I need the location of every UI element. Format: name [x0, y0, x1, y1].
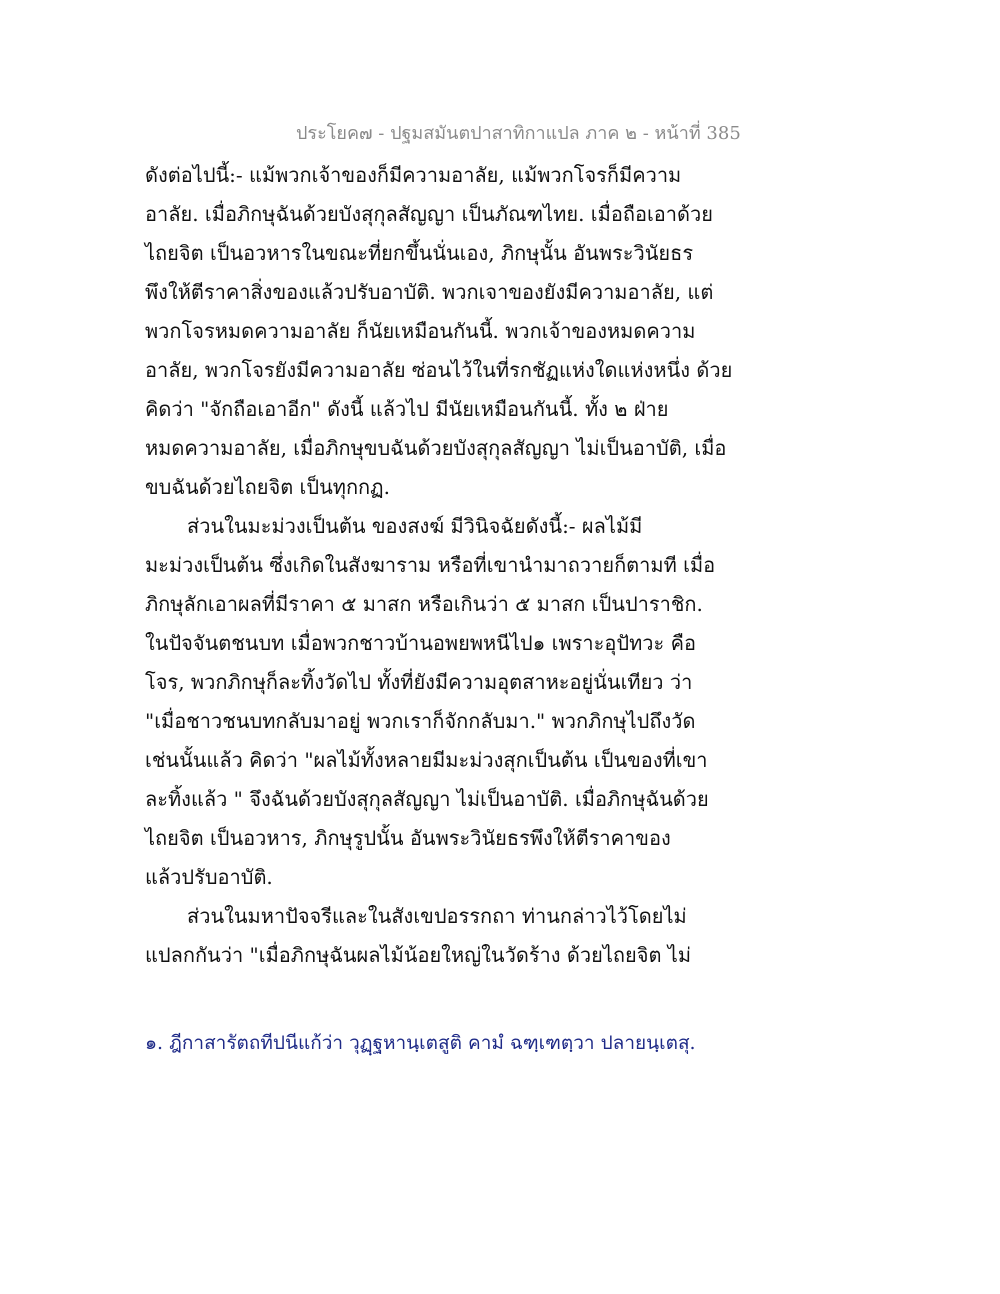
- body-line-3: ไถยจิต เป็นอวหารในขณะที่ยกขึ้นนั่นเอง, ภิกษุนั้น อันพระวินัยธร: [145, 241, 694, 265]
- running-head: ประโยค๗ - ปฐมสมันตปาสาทิกาแปล ภาค ๒ - หน้าที่ 385: [296, 123, 741, 144]
- body-line-10: ส่วนในมะม่วงเป็นต้น ของสงฆ์ มีวินิจฉัยดังนี้:- ผลไม้มี: [187, 514, 643, 538]
- footnote: ๑. ฎีกาสารัตถทีปนีแก้ว่า วุฏฺฐหานฺเตสูติ คามํ ฉฑฺเฑตฺวา ปลายนฺเตสุ.: [145, 1032, 696, 1054]
- body-line-9: ขบฉันด้วยไถยจิต เป็นทุกกฏ.: [145, 475, 390, 499]
- body-line-6: อาลัย, พวกโจรยังมีความอาลัย ซ่อนไว้ในที่รกชัฏแห่งใดแห่งหนึ่ง ด้วย: [145, 358, 733, 382]
- body-line-7: คิดว่า "จักถือเอาอีก" ดังนี้ แล้วไป มีนัยเหมือนกันนี้. ทั้ง ๒ ฝ่าย: [145, 397, 669, 421]
- body-line-2: อาลัย. เมื่อภิกษุฉันด้วยบังสุกุลสัญญา เป็นภัณฑไทย. เมื่อถือเอาด้วย: [145, 202, 713, 226]
- body-line-4: พึงให้ตีราคาสิ่งของแล้วปรับอาบัติ. พวกเจาของยังมีความอาลัย, แต่: [145, 280, 714, 304]
- body-line-14: โจร, พวกภิกษุก็ละทิ้งวัดไป ทั้งที่ยังมีความอุตสาหะอยู่นั่นเทียว ว่า: [145, 670, 693, 694]
- body-line-12: ภิกษุลักเอาผลที่มีราคา ๕ มาสก หรือเกินว่า ๕ มาสก เป็นปาราชิก.: [145, 592, 703, 616]
- body-line-18: ไถยจิต เป็นอวหาร, ภิกษุรูปนั้น อันพระวินัยธรพึงให้ตีราคาของ: [145, 826, 671, 850]
- body-text: [145, 156, 735, 975]
- body-line-19: แล้วปรับอาบัติ.: [145, 865, 273, 889]
- body-line-21: แปลกกันว่า "เมื่อภิกษุฉันผลไม้น้อยใหญ่ในวัดร้าง ด้วยไถยจิต ไม่: [145, 943, 692, 967]
- body-line-15: "เมื่อชาวชนบทกลับมาอยู่ พวกเราก็จักกลับมา." พวกภิกษุไปถึงวัด: [145, 709, 696, 733]
- body-line-20: ส่วนในมหาปัจจรีและในสังเขปอรรกถา ท่านกล่าวไว้โดยไม่: [187, 904, 687, 928]
- body-line-5: พวกโจรหมดความอาลัย ก็นัยเหมือนกันนี้. พวกเจ้าของหมดความ: [145, 319, 696, 343]
- body-line-17: ละทิ้งแล้ว " จึงฉันด้วยบังสุกุลสัญญา ไม่เป็นอาบัติ. เมื่อภิกษุฉันด้วย: [145, 787, 709, 811]
- body-line-11: มะม่วงเป็นต้น ซึ่งเกิดในสังฆาราม หรือที่เขานำมาถวายก็ตามที เมื่อ: [145, 553, 716, 577]
- body-line-8: หมดความอาลัย, เมื่อภิกษุขบฉันด้วยบังสุกุลสัญญา ไม่เป็นอาบัติ, เมื่อ: [145, 436, 727, 460]
- body-line-1: ดังต่อไปนี้:- แม้พวกเจ้าของก็มีความอาลัย, แม้พวกโจรก็มีความ: [145, 163, 682, 187]
- body-line-16: เช่นนั้นแล้ว คิดว่า "ผลไม้ทั้งหลายมีมะม่วงสุกเป็นต้น เป็นของที่เขา: [145, 748, 708, 772]
- body-line-13: ในปัจจันตชนบท เมื่อพวกชาวบ้านอพยพหนีไป๑ เพราะอุปัทวะ คือ: [145, 631, 697, 655]
